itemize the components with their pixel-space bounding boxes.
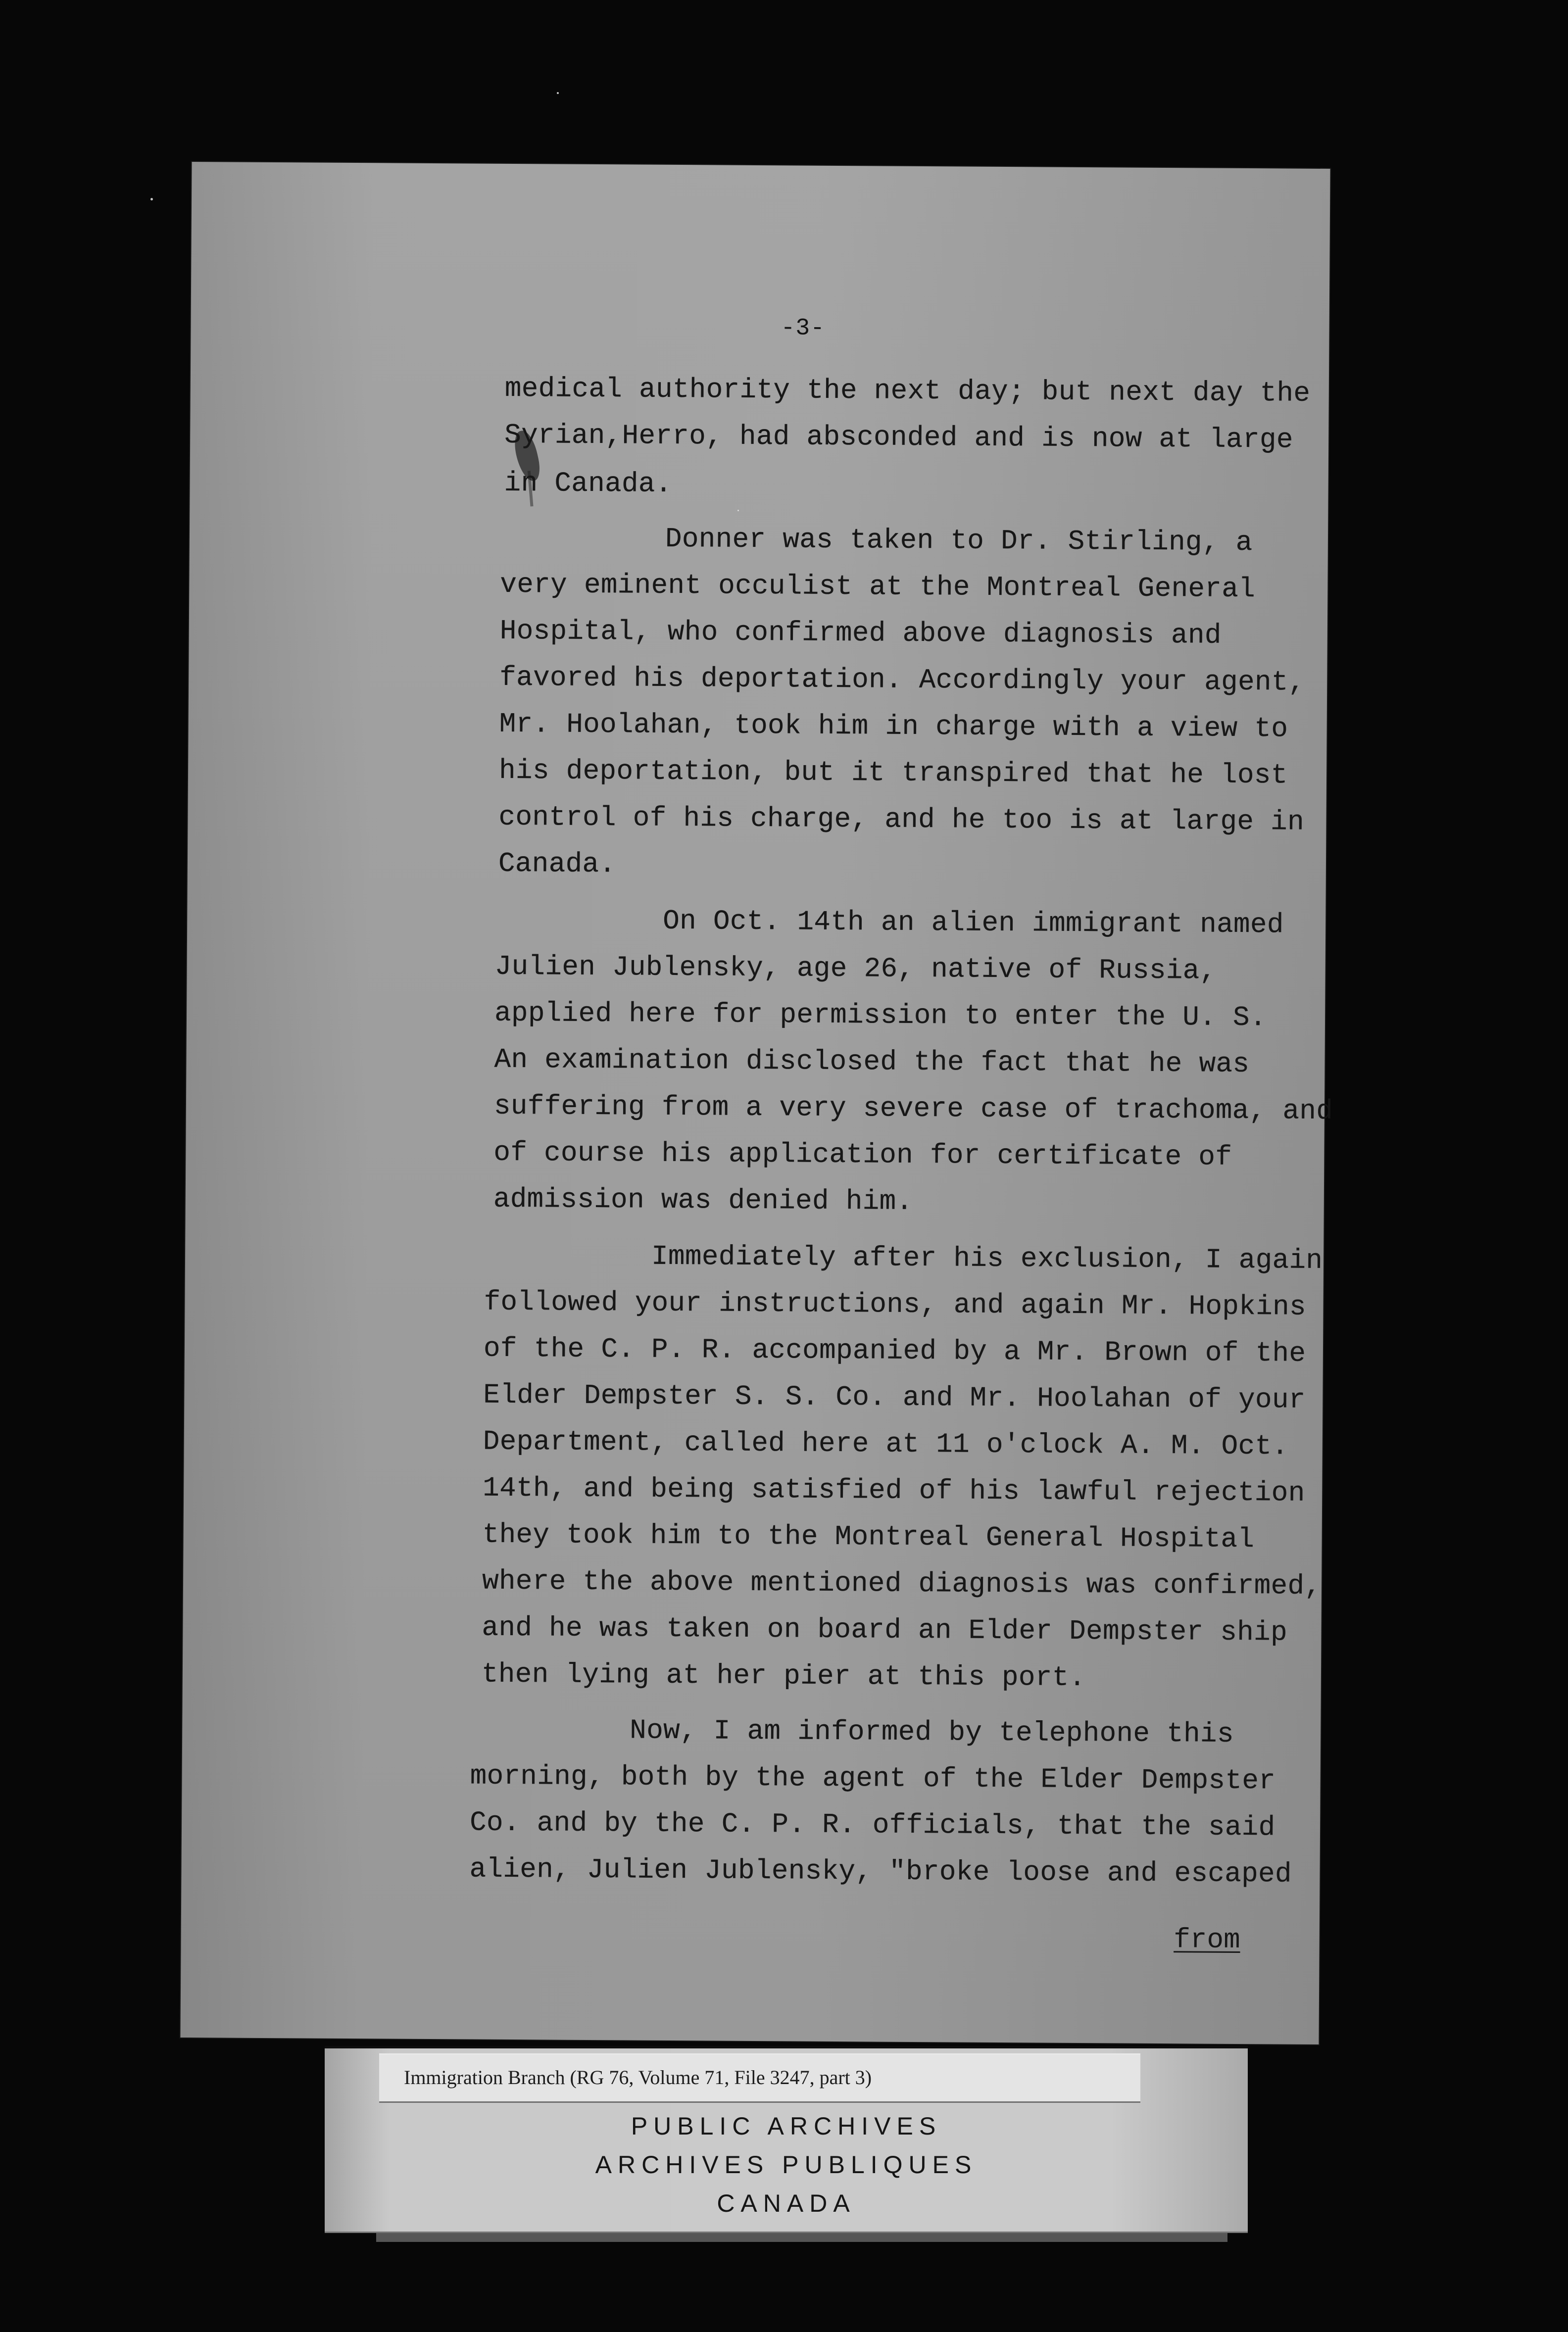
document-line: morning, both by the agent of the Elder Dempster	[470, 1760, 1276, 1797]
document-line: where the above mentioned diagnosis was confirmed,	[482, 1565, 1322, 1603]
archive-reference: Immigration Branch (RG 76, Volume 71, File 3247, part 3)	[404, 2066, 872, 2089]
continuation-word: from	[1174, 1924, 1240, 1956]
document-line: Canada.	[498, 847, 616, 880]
film-speck	[557, 92, 559, 94]
film-speck	[737, 510, 739, 511]
document-line: Donner was taken to Dr. Stirling, a	[665, 523, 1253, 559]
archive-english-name: PUBLIC ARCHIVES	[631, 2112, 942, 2140]
document-line: very eminent occulist at the Montreal General	[500, 568, 1256, 605]
document-line: Elder Dempster S. S. Co. and Mr. Hoolahan of your	[483, 1379, 1306, 1416]
film-bottom-edge	[376, 2233, 1227, 2242]
archive-country: CANADA	[717, 2189, 856, 2217]
document-line: of course his application for certificate of	[493, 1136, 1232, 1173]
page-number: -3-	[781, 315, 826, 342]
document-line: then lying at her pier at this port.	[481, 1658, 1086, 1694]
document-line: favored his deportation. Accordingly your agent,	[499, 661, 1305, 698]
document-line: of the C. P. R. accompanied by a Mr. Brown of the	[483, 1332, 1306, 1369]
document-line: and he was taken on board an Elder Dempster ship	[482, 1611, 1288, 1649]
document-line: 14th, and being satisfied of his lawful rejection	[483, 1472, 1305, 1509]
document-line: Now, I am informed by telephone this	[630, 1714, 1234, 1750]
document-line: in Canada.	[504, 467, 672, 500]
document-line: they took him to the Montreal General Hospital	[482, 1518, 1255, 1555]
document-line: suffering from a very severe case of trachoma, and	[493, 1090, 1333, 1127]
document-line: admission was denied him.	[493, 1183, 913, 1217]
document-line: alien, Julien Jublensky, "broke loose and escaped	[469, 1853, 1292, 1890]
document-line: Department, called here at 11 o'clock A. M. Oct.	[483, 1425, 1289, 1462]
document-line: Immediately after his exclusion, I again	[651, 1240, 1323, 1277]
document-line: Co. and by the C. P. R. officials, that the said	[469, 1806, 1275, 1844]
document-line: Julien Jublensky, age 26, native of Russia,	[494, 950, 1217, 987]
document-line: Mr. Hoolahan, took him in charge with a view to	[499, 708, 1288, 745]
microfilmed-document-page	[180, 162, 1333, 2044]
film-speck	[150, 198, 153, 200]
archive-reference-label	[379, 2053, 1140, 2103]
document-line: applied here for permission to enter the U. S.	[494, 997, 1267, 1034]
document-line: An examination disclosed the fact that he was	[494, 1043, 1250, 1080]
document-line: Hospital, who confirmed above diagnosis and	[499, 615, 1222, 651]
document-line: followed your instructions, and again Mr. Hopkins	[484, 1286, 1307, 1323]
archive-stamp	[325, 2046, 1248, 2233]
archive-french-name: ARCHIVES PUBLIQUES	[595, 2151, 978, 2179]
document-line: medical authority the next day; but next day the	[504, 372, 1311, 409]
document-line: control of his charge, and he too is at large in	[498, 801, 1305, 838]
document-line: Syrian,Herro, had absconded and is now at large	[504, 419, 1293, 456]
document-line: On Oct. 14th an alien immigrant named	[663, 905, 1284, 941]
document-line: his deportation, but it transpired that he lost	[498, 754, 1288, 791]
